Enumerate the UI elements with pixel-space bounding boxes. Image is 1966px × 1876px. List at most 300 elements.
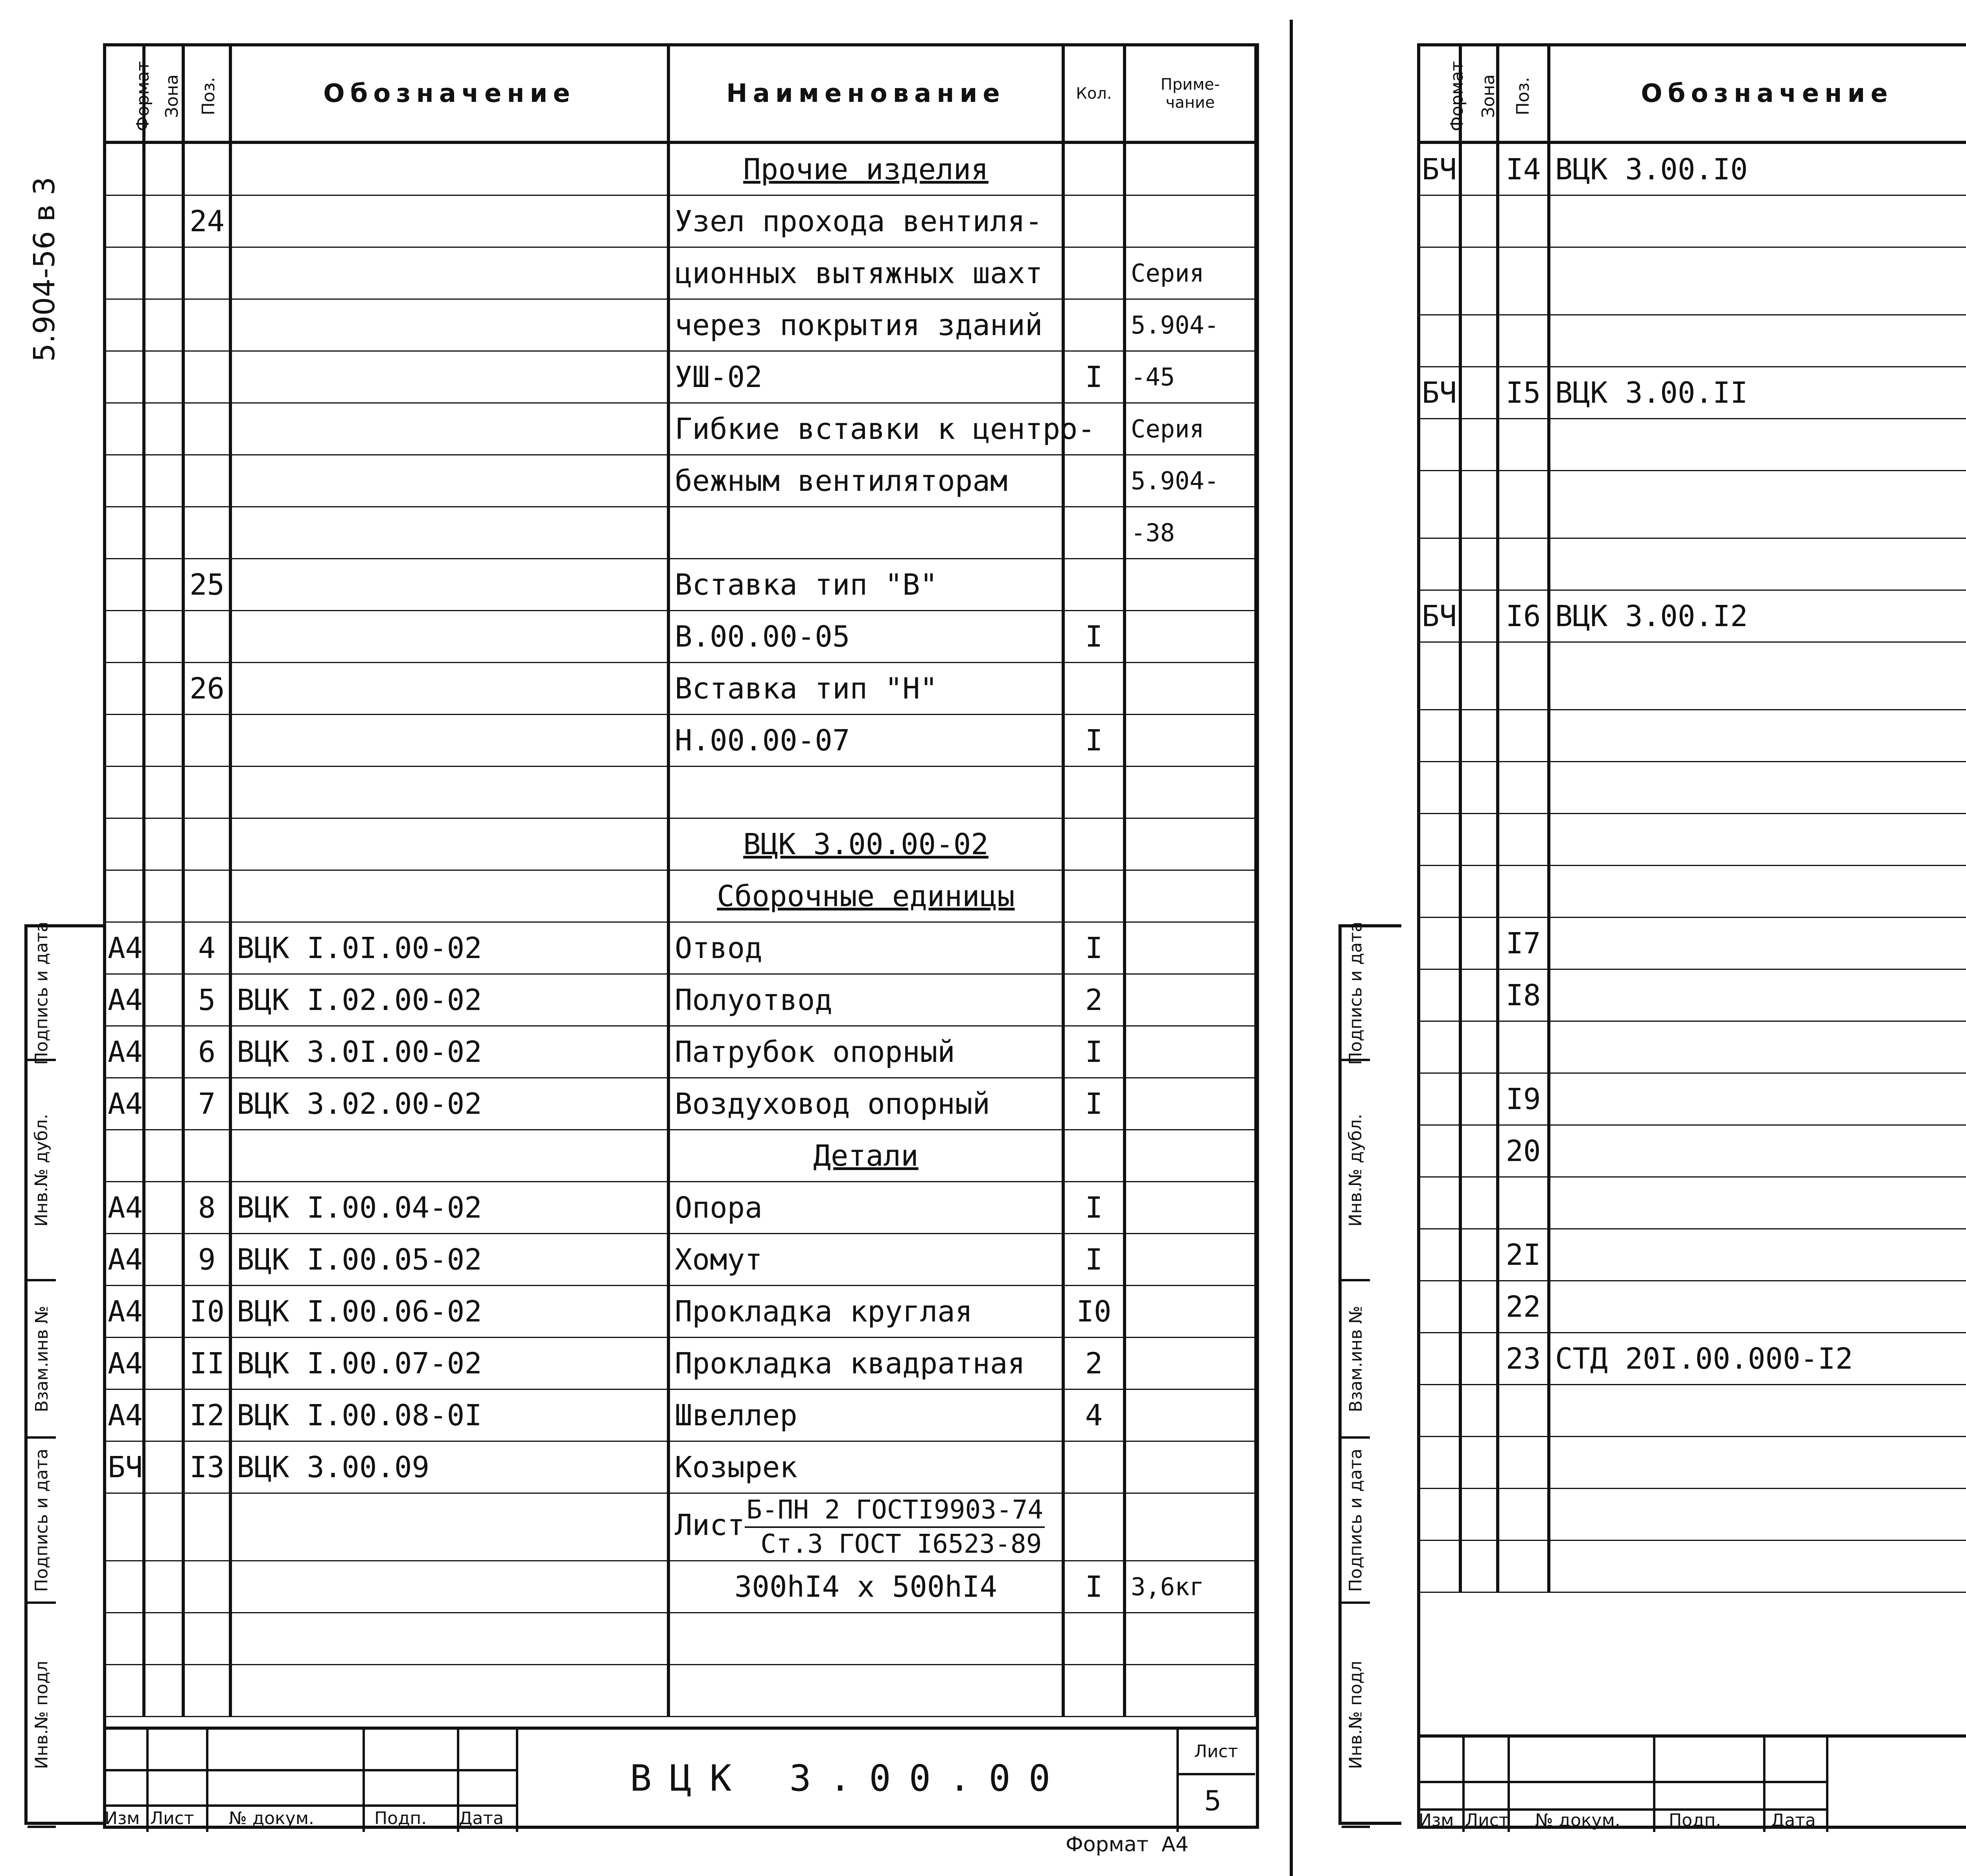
format-cell (1417, 918, 1460, 969)
table-row (103, 870, 1256, 922)
format-cell (1417, 762, 1460, 814)
note-cell: Серия (1125, 247, 1256, 299)
designation-cell (1549, 1229, 1966, 1281)
note-cell (1125, 1665, 1256, 1717)
format-cell (103, 507, 144, 559)
zone-cell (1460, 1021, 1498, 1073)
name-cell: Детали (668, 1130, 1063, 1182)
table-row (1417, 1489, 1966, 1541)
format-cell: БЧ (1417, 142, 1460, 195)
pos-cell: 25 (183, 559, 230, 611)
name-cell: Сборочные единицы (668, 870, 1063, 922)
designation-cell (230, 818, 668, 870)
table-row (1417, 642, 1966, 710)
header-pos: Поз. (183, 46, 230, 142)
qty-cell (1063, 1665, 1125, 1717)
table-row (103, 195, 1256, 247)
format-cell (1417, 866, 1460, 918)
sidebar-label: Подпись и дата (1346, 1448, 1366, 1592)
format-cell (1417, 538, 1460, 590)
name-cell: Прокладка круглая (668, 1286, 1063, 1338)
designation-cell (1549, 814, 1966, 866)
designation-cell (1549, 1021, 1966, 1073)
left-title-block (103, 1727, 1256, 1829)
qty-cell: 4 (1063, 1389, 1125, 1441)
pos-cell: 5 (183, 974, 230, 1026)
designation-cell (1549, 1177, 1966, 1229)
name-cell: Полуотвод (668, 974, 1063, 1026)
designation-cell (1549, 1385, 1966, 1437)
sidebar-cell (28, 1604, 56, 1828)
stamp-col-date: Дата (1771, 1810, 1816, 1830)
qty-cell (1063, 870, 1125, 922)
zone-cell (144, 247, 183, 299)
stamp-sheet-label: Лист (1194, 1741, 1238, 1762)
designation-cell: СТД 20I.00.000-I2 (1549, 1333, 1966, 1385)
format-cell (103, 351, 144, 403)
format-cell: А4 (103, 1078, 144, 1130)
designation-cell (230, 299, 668, 351)
pos-cell: I6 (1498, 590, 1549, 642)
stamp-col-list: Лист (1465, 1810, 1509, 1830)
format-cell: А4 (103, 1234, 144, 1286)
table-row (103, 1026, 1256, 1078)
note-cell (1125, 922, 1256, 974)
name-cell: Козырек (668, 1441, 1063, 1493)
zone-cell (144, 1078, 183, 1130)
pos-cell (1498, 762, 1549, 814)
note-cell (1125, 663, 1256, 715)
zone-cell (1460, 762, 1498, 814)
pos-cell (1498, 1541, 1549, 1592)
designation-cell (1549, 1437, 1966, 1489)
pos-cell: 23 (1498, 1333, 1549, 1385)
zone-cell (144, 1665, 183, 1717)
qty-cell (1063, 767, 1125, 818)
zone-cell (1460, 315, 1498, 367)
zone-cell (144, 142, 183, 195)
table-row (1417, 969, 1966, 1021)
table-row (103, 247, 1256, 299)
note-cell (1125, 195, 1256, 247)
note-cell (1125, 1026, 1256, 1078)
sidebar-cell (28, 1061, 56, 1281)
stamp-page-number: 5 (1204, 1785, 1222, 1817)
sidebar-cell (28, 921, 56, 1065)
right-sidebar (1338, 921, 1401, 1825)
format-cell (1417, 1281, 1460, 1333)
note-cell (1125, 1613, 1256, 1665)
format-cell (1417, 419, 1460, 471)
pos-cell: I3 (183, 1441, 230, 1493)
pos-cell: I7 (1498, 918, 1549, 969)
sheet-label: Лист (675, 1508, 745, 1542)
material-spec: Б-ПН 2 ГОСТI9903-74 (745, 1494, 1045, 1528)
table-row (103, 507, 1256, 559)
zone-cell (1460, 590, 1498, 642)
designation-cell (1549, 471, 1966, 538)
qty-cell (1063, 1130, 1125, 1182)
table-row (1417, 367, 1966, 419)
designation-cell: ВЦК 3.0I.00-02 (230, 1026, 668, 1078)
pos-cell (1498, 247, 1549, 315)
designation-cell: ВЦК I.00.08-0I (230, 1389, 668, 1441)
name-cell: Воздуховод опорный (668, 1078, 1063, 1130)
format-cell: А4 (103, 1338, 144, 1389)
zone-cell (1460, 710, 1498, 762)
sidebar-cell (1342, 1604, 1370, 1828)
zone-cell (144, 299, 183, 351)
format-cell (103, 403, 144, 455)
sidebar-label: Подпись и дата (31, 921, 52, 1065)
format-cell (103, 247, 144, 299)
format-cell (1417, 1229, 1460, 1281)
zone-cell (144, 974, 183, 1026)
note-cell (1125, 1078, 1256, 1130)
format-cell: БЧ (103, 1441, 144, 1493)
format-cell (1417, 1541, 1460, 1592)
format-cell (1417, 642, 1460, 710)
zone-cell (144, 1234, 183, 1286)
note-cell (1125, 142, 1256, 195)
note-cell (1125, 559, 1256, 611)
zone-cell (1460, 1177, 1498, 1229)
designation-cell (1549, 642, 1966, 710)
pos-cell: 24 (183, 195, 230, 247)
table-row (103, 299, 1256, 351)
name-cell: Прочие изделия (668, 142, 1063, 195)
designation-cell (1549, 1489, 1966, 1541)
left-spec-table (103, 46, 1257, 1717)
pos-cell (1498, 1385, 1549, 1437)
qty-cell: I (1063, 1234, 1125, 1286)
sidebar-cell (1342, 921, 1370, 1065)
name-cell (668, 1665, 1063, 1717)
table-row (103, 1441, 1256, 1493)
format-cell (103, 767, 144, 818)
pos-cell: 8 (183, 1182, 230, 1234)
pos-cell: 6 (183, 1026, 230, 1078)
qty-cell: I (1063, 1561, 1125, 1613)
format-cell (1417, 1177, 1460, 1229)
name-cell: Хомут (668, 1234, 1063, 1286)
note-cell (1125, 1286, 1256, 1338)
format-cell: БЧ (1417, 367, 1460, 419)
pos-cell: 2I (1498, 1229, 1549, 1281)
designation-cell (230, 870, 668, 922)
qty-cell (1063, 1613, 1125, 1665)
name-cell: Швеллер (668, 1389, 1063, 1441)
format-cell: БЧ (1417, 590, 1460, 642)
pos-cell (183, 1665, 230, 1717)
pos-cell: II (183, 1338, 230, 1389)
designation-cell (230, 142, 668, 195)
zone-cell (144, 1338, 183, 1389)
format-cell (103, 715, 144, 767)
format-cell (1417, 315, 1460, 367)
note-cell: 5.904- (1125, 455, 1256, 507)
left-sidebar (24, 921, 103, 1825)
zone-cell (144, 1182, 183, 1234)
zone-cell (1460, 969, 1498, 1021)
table-row (1417, 1385, 1966, 1437)
designation-cell (230, 559, 668, 611)
pos-cell (183, 142, 230, 195)
name-cell: Опора (668, 1182, 1063, 1234)
pos-cell (183, 767, 230, 818)
note-cell (1125, 1182, 1256, 1234)
table-row (1417, 195, 1966, 247)
pos-cell: I0 (183, 1286, 230, 1338)
steel-grade: Ст.3 ГОСТ I6523-89 (760, 1528, 1042, 1559)
zone-cell (1460, 1229, 1498, 1281)
pos-cell: 22 (1498, 1281, 1549, 1333)
name-cell: ционных вытяжных шахт (668, 247, 1063, 299)
designation-cell (1549, 1073, 1966, 1125)
table-row (103, 663, 1256, 715)
pos-cell (183, 247, 230, 299)
note-cell (1125, 1389, 1256, 1441)
zone-cell (1460, 1281, 1498, 1333)
designation-cell: ВЦК 3.00.09 (230, 1441, 668, 1493)
qty-cell: I0 (1063, 1286, 1125, 1338)
zone-cell (1460, 1073, 1498, 1125)
designation-cell (230, 1561, 668, 1613)
name-cell: В.00.00-05 (668, 611, 1063, 663)
sidebar-label: Инв.№ подл (1346, 1660, 1366, 1769)
zone-cell (144, 1613, 183, 1665)
zone-cell (1460, 1125, 1498, 1177)
pos-cell (183, 870, 230, 922)
qty-cell: 2 (1063, 1338, 1125, 1389)
designation-cell (230, 403, 668, 455)
right-title-block (1417, 1734, 1966, 1829)
format-cell (1417, 814, 1460, 866)
note-cell (1125, 974, 1256, 1026)
designation-cell (230, 1665, 668, 1717)
format-cell (1417, 1489, 1460, 1541)
pos-cell (183, 507, 230, 559)
designation-cell (1549, 1125, 1966, 1177)
zone-cell (1460, 1437, 1498, 1489)
format-cell (1417, 195, 1460, 247)
format-cell: А4 (103, 1389, 144, 1441)
table-row (1417, 1281, 1966, 1333)
pos-cell (1498, 814, 1549, 866)
table-row (1417, 762, 1966, 814)
note-cell (1125, 1338, 1256, 1389)
qty-cell: I (1063, 922, 1125, 974)
table-row (103, 351, 1256, 403)
designation-cell: ВЦК 3.00.I2 (1549, 590, 1966, 642)
pos-cell: 20 (1498, 1125, 1549, 1177)
format-cell (1417, 710, 1460, 762)
designation-cell (1549, 710, 1966, 762)
zone-cell (144, 663, 183, 715)
designation-cell: ВЦК 3.00.I0 (1549, 142, 1966, 195)
table-row (103, 1561, 1256, 1613)
format-cell (103, 142, 144, 195)
note-cell (1125, 1130, 1256, 1182)
format-label: Формат А4 (1066, 1833, 1189, 1856)
format-cell (1417, 1125, 1460, 1177)
designation-cell (230, 455, 668, 507)
table-row (1417, 1541, 1966, 1592)
qty-cell (1063, 663, 1125, 715)
qty-cell: I (1063, 1182, 1125, 1234)
header-format: Формат (1417, 46, 1460, 142)
format-cell (103, 611, 144, 663)
table-row (1417, 1333, 1966, 1385)
note-cell: -38 (1125, 507, 1256, 559)
format-cell (1417, 1073, 1460, 1125)
pos-cell (183, 1493, 230, 1561)
note-cell (1125, 767, 1256, 818)
format-cell (103, 299, 144, 351)
table-row (103, 1130, 1256, 1182)
pos-cell (183, 1561, 230, 1613)
header-qty: Кол. (1063, 46, 1125, 142)
header-zone: Зона (1460, 46, 1498, 142)
name-cell: Н.00.00-07 (668, 715, 1063, 767)
sidebar-label: Взам.инв № (31, 1305, 52, 1412)
zone-cell (1460, 1385, 1498, 1437)
pos-cell (1498, 419, 1549, 471)
zone-cell (144, 559, 183, 611)
stamp-col-date: Дата (459, 1808, 504, 1828)
side-series-code: 5.904-56 в 3 (28, 177, 61, 362)
table-row (103, 611, 1256, 663)
format-cell (103, 818, 144, 870)
pos-cell (1498, 1177, 1549, 1229)
zone-cell (144, 1130, 183, 1182)
designation-cell (230, 1130, 668, 1182)
header-format: Формат (103, 46, 144, 142)
designation-cell: ВЦК I.0I.00-02 (230, 922, 668, 974)
qty-cell: I (1063, 715, 1125, 767)
name-cell: Прокладка квадратная (668, 1338, 1063, 1389)
name-cell: Узел прохода вентиля- (668, 195, 1063, 247)
table-row (103, 974, 1256, 1026)
pos-cell: I4 (1498, 142, 1549, 195)
designation-cell (1549, 247, 1966, 315)
format-cell (103, 663, 144, 715)
zone-cell (144, 767, 183, 818)
sheet-divider (1290, 20, 1293, 1876)
name-cell (668, 1493, 1063, 1561)
sidebar-cell (28, 1281, 56, 1439)
table-row (1417, 419, 1966, 471)
qty-cell: I (1063, 611, 1125, 663)
table-row (103, 1234, 1256, 1286)
pos-cell (1498, 1021, 1549, 1073)
pos-cell (183, 611, 230, 663)
name-cell: Отвод (668, 922, 1063, 974)
designation-cell (230, 247, 668, 299)
zone-cell (144, 1026, 183, 1078)
note-cell: Серия (1125, 403, 1256, 455)
format-cell (103, 1613, 144, 1665)
stamp-col-izm: Изм (105, 1808, 140, 1828)
header-note: Приме- чание (1125, 46, 1256, 142)
header-designation: Обозначение (1549, 46, 1966, 142)
pos-cell: I2 (183, 1389, 230, 1441)
designation-cell (230, 195, 668, 247)
zone-cell (1460, 142, 1498, 195)
qty-cell (1063, 142, 1125, 195)
note-cell (1125, 1234, 1256, 1286)
table-row (103, 455, 1256, 507)
name-cell (668, 767, 1063, 818)
table-row (103, 1613, 1256, 1665)
zone-cell (1460, 642, 1498, 710)
zone-cell (1460, 247, 1498, 315)
pos-cell (1498, 1437, 1549, 1489)
format-cell (1417, 1385, 1460, 1437)
zone-cell (1460, 195, 1498, 247)
pos-cell: 26 (183, 663, 230, 715)
designation-cell (230, 715, 668, 767)
zone-cell (144, 1493, 183, 1561)
designation-cell (230, 663, 668, 715)
note-cell (1125, 1493, 1256, 1561)
sidebar-cell (1342, 1281, 1370, 1439)
zone-cell (1460, 814, 1498, 866)
zone-cell (144, 818, 183, 870)
designation-cell: ВЦК I.00.04-02 (230, 1182, 668, 1234)
pos-cell (1498, 642, 1549, 710)
qty-cell (1063, 195, 1125, 247)
format-cell (103, 559, 144, 611)
pos-cell (1498, 866, 1549, 918)
table-header-row (1417, 46, 1966, 142)
table-row (1417, 814, 1966, 866)
designation-cell (1549, 195, 1966, 247)
table-row (1417, 315, 1966, 367)
zone-cell (144, 455, 183, 507)
zone-cell (144, 351, 183, 403)
designation-cell (1549, 969, 1966, 1021)
designation-cell (230, 1493, 668, 1561)
zone-cell (144, 870, 183, 922)
pos-cell (183, 351, 230, 403)
table-row (103, 559, 1256, 611)
sidebar-label: Взам.инв № (1346, 1305, 1366, 1412)
name-cell: Гибкие вставки к центро- (668, 403, 1063, 455)
name-cell: Вставка тип "В" (668, 559, 1063, 611)
sidebar-cell (28, 1439, 56, 1604)
format-cell (1417, 969, 1460, 1021)
table-row (1417, 247, 1966, 315)
format-cell: А4 (103, 974, 144, 1026)
sidebar-label: Инв.№ дубл. (31, 1113, 52, 1227)
table-row (1417, 1177, 1966, 1229)
pos-cell: I8 (1498, 969, 1549, 1021)
zone-cell (144, 1441, 183, 1493)
note-cell (1125, 870, 1256, 922)
name-cell: бежным вентиляторам (668, 455, 1063, 507)
stamp-col-doc: № докум. (1535, 1810, 1620, 1830)
qty-cell (1063, 1441, 1125, 1493)
pos-cell (1498, 1489, 1549, 1541)
table-row (103, 1286, 1256, 1338)
pos-cell (183, 1613, 230, 1665)
designation-cell: ВЦК 3.02.00-02 (230, 1078, 668, 1130)
pos-cell (1498, 710, 1549, 762)
table-row (103, 922, 1256, 974)
zone-cell (1460, 367, 1498, 419)
table-row (1417, 1229, 1966, 1281)
